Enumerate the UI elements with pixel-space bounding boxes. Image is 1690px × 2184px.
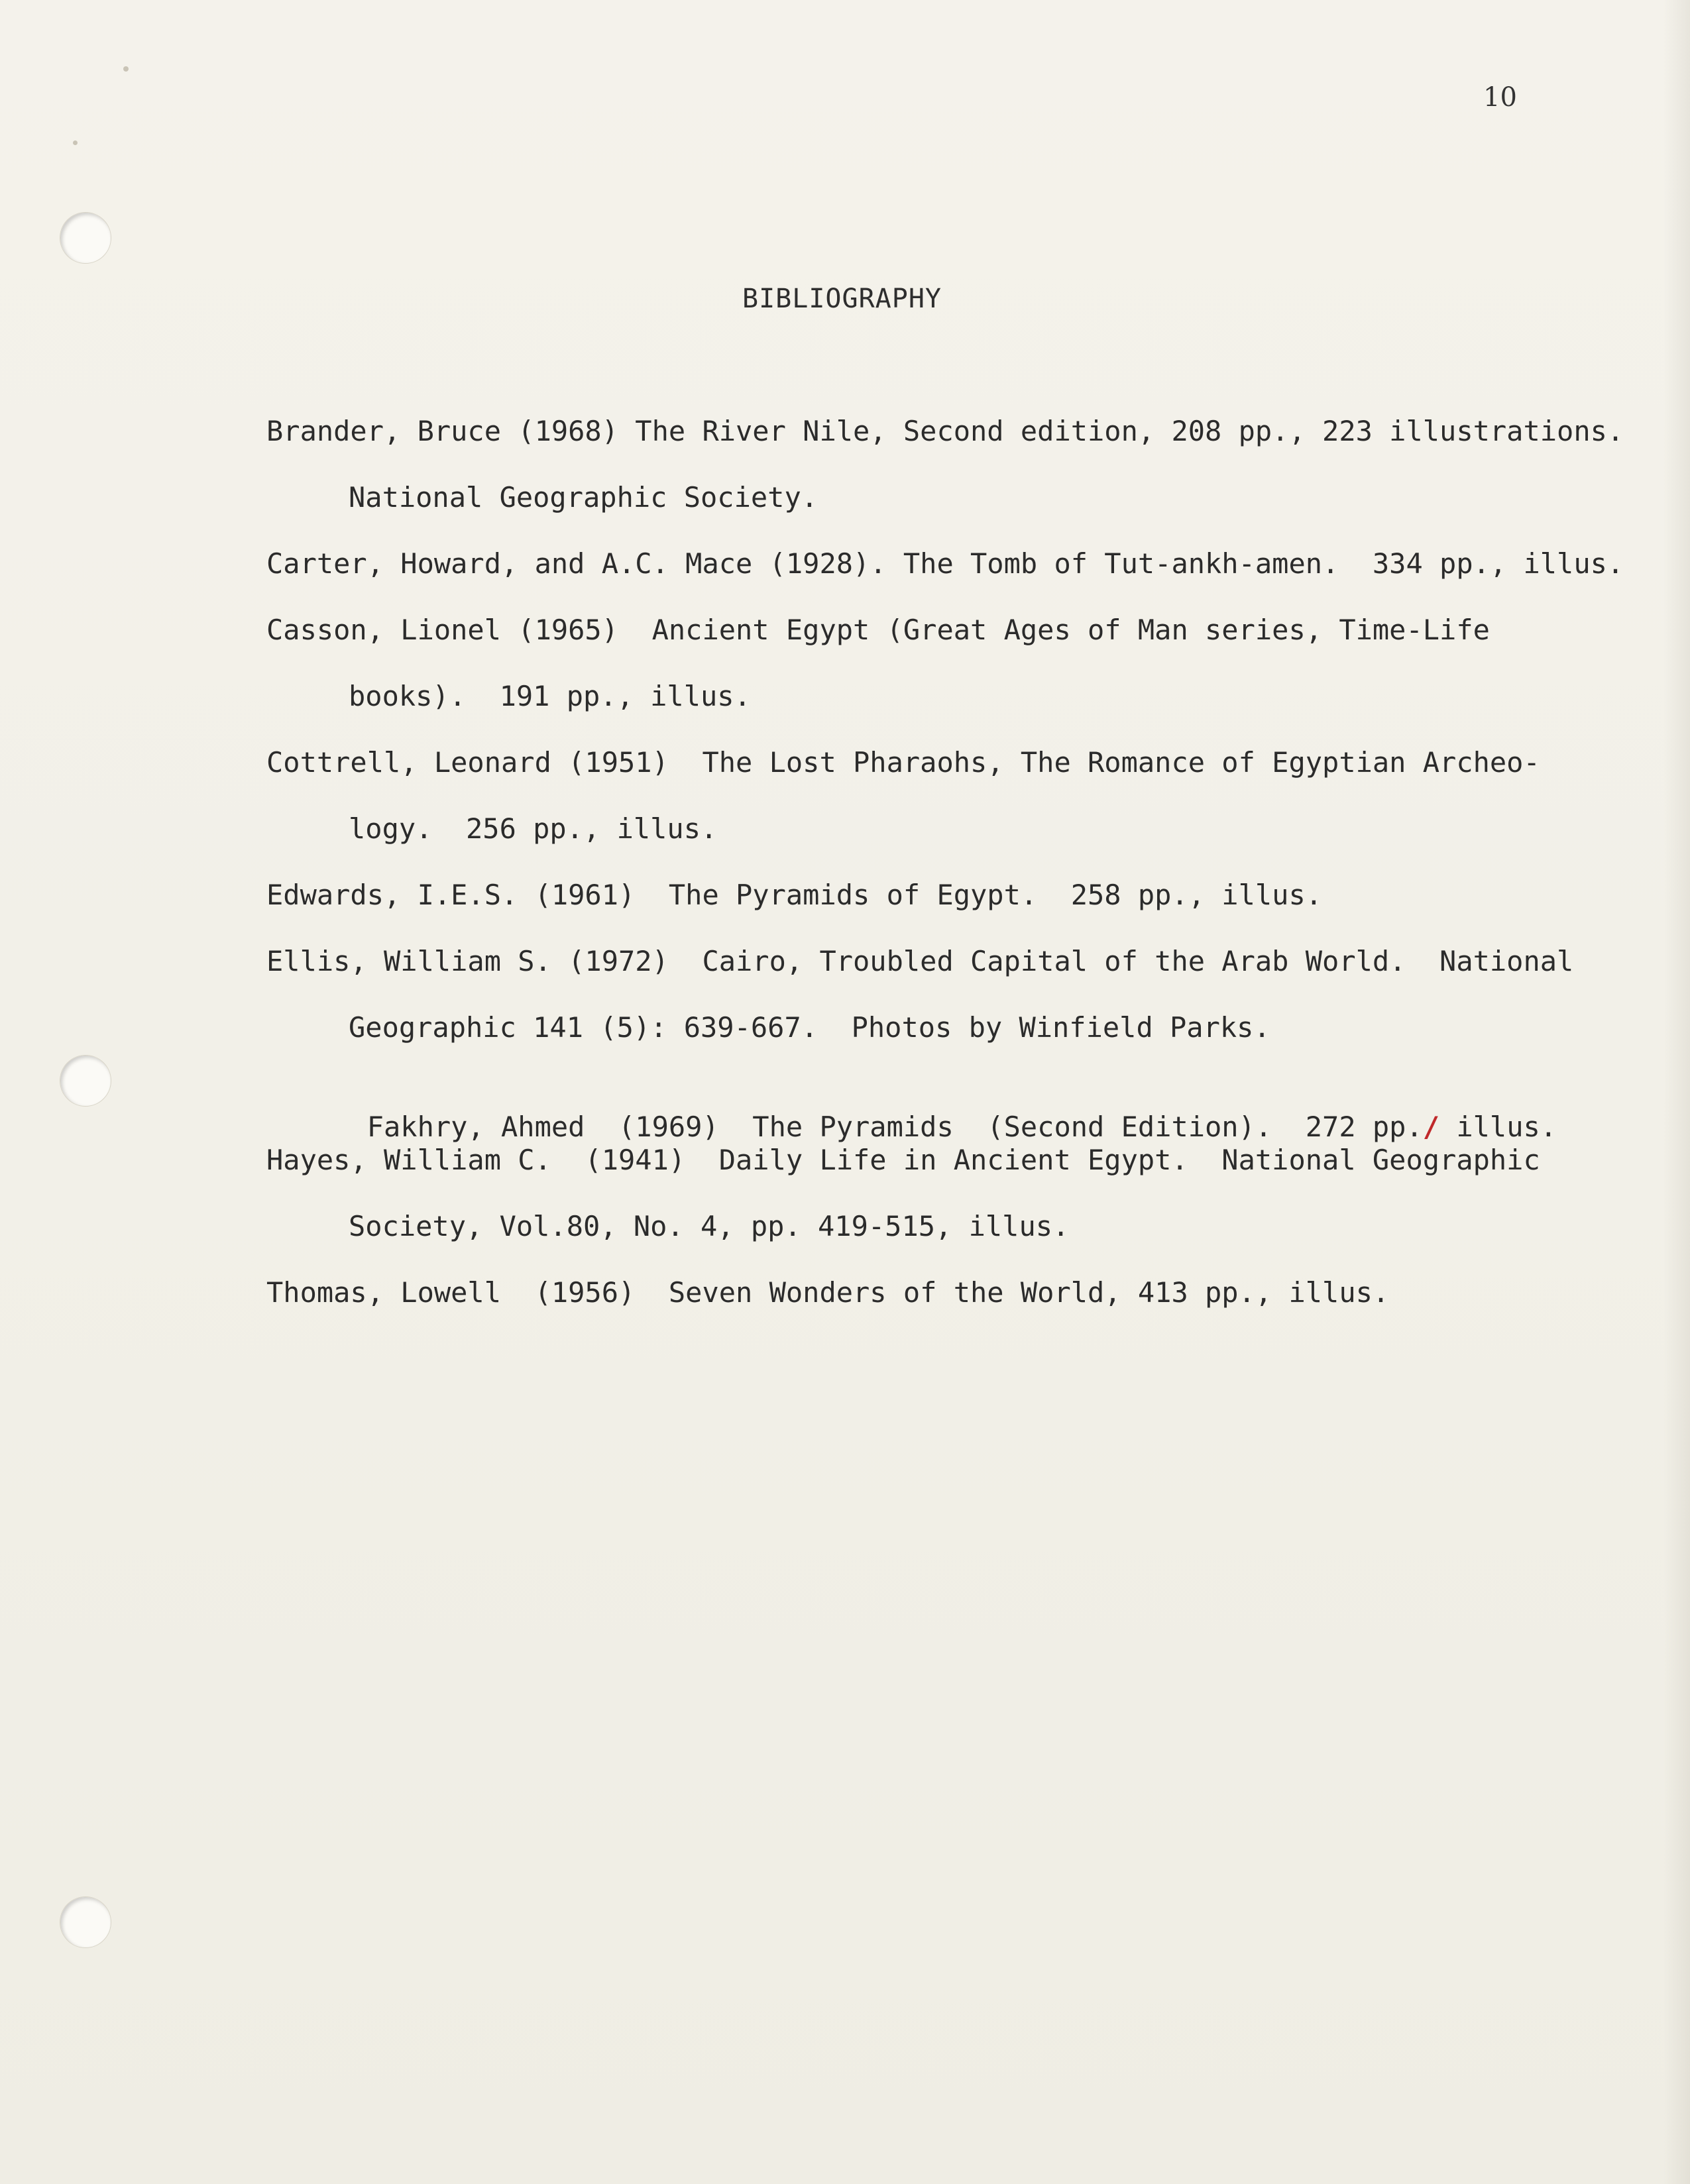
entry-hayes-line-1: Hayes, William C. (1941) Daily Life in Ancient Egypt. National Geographic <box>266 1144 1540 1176</box>
entry-cottrell-line-1: Cottrell, Leonard (1951) The Lost Pharaohs, The Romance of Egyptian Archeo- <box>266 746 1540 779</box>
entry-hayes-line-2: Society, Vol.80, No. 4, pp. 419-515, illus. <box>349 1210 1070 1242</box>
paper-speck <box>123 66 129 72</box>
entry-fakhry-text: Fakhry, Ahmed (1969) The Pyramids (Second Edition). 272 pp. <box>366 1111 1423 1143</box>
paper-speck <box>73 140 78 145</box>
entry-casson-line-1: Casson, Lionel (1965) Ancient Egypt (Great Ages of Man series, Time-Life <box>266 614 1490 646</box>
correction-mark: / <box>1422 1111 1440 1143</box>
binder-hole-bottom <box>60 1896 111 1948</box>
entry-ellis-line-2: Geographic 141 (5): 639-667. Photos by Winfield Parks. <box>349 1011 1270 1044</box>
entry-brander-line-2: National Geographic Society. <box>349 481 818 514</box>
entry-cottrell-line-2: logy. 256 pp., illus. <box>349 812 718 845</box>
binder-hole-middle <box>60 1055 111 1107</box>
entry-carter-line-1: Carter, Howard, and A.C. Mace (1928). The Tomb of Tut-ankh-amen. 334 pp., illus. <box>266 547 1624 580</box>
page-title: BIBLIOGRAPHY <box>742 284 942 314</box>
entry-thomas-line-1: Thomas, Lowell (1956) Seven Wonders of the World, 413 pp., illus. <box>266 1276 1390 1309</box>
page-edge-shadow <box>1663 0 1690 2184</box>
entry-casson-line-2: books). 191 pp., illus. <box>349 680 751 712</box>
entry-ellis-line-1: Ellis, William S. (1972) Cairo, Troubled Capital of the Arab World. National <box>266 945 1574 977</box>
entry-edwards-line-1: Edwards, I.E.S. (1961) The Pyramids of Egypt. 258 pp., illus. <box>266 879 1323 911</box>
entry-fakhry-illus: illus. <box>1456 1111 1557 1143</box>
entry-brander-line-1: Brander, Bruce (1968) The River Nile, Second edition, 208 pp., 223 illustrations. <box>266 415 1624 447</box>
binder-hole-top <box>60 212 111 264</box>
page-number: 10 <box>1483 82 1517 113</box>
